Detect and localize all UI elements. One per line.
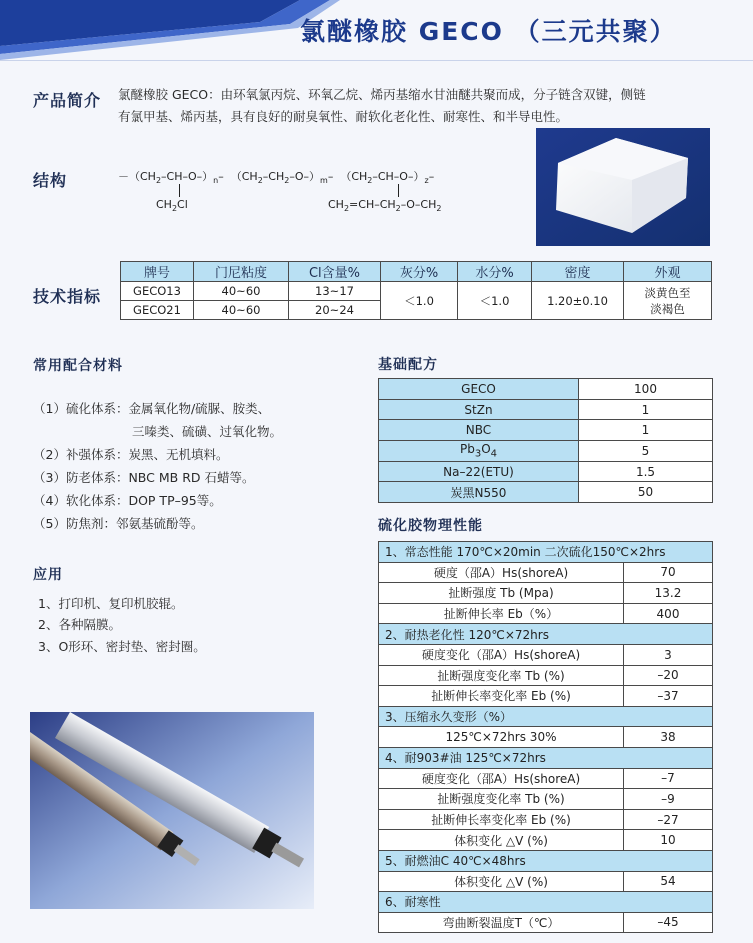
spec-col-appearance: 外观 xyxy=(624,262,712,282)
base-value: 1.5 xyxy=(579,461,713,482)
spec-cl: 13~17 xyxy=(289,282,381,301)
materials-label: 常用配合材料 xyxy=(33,358,123,374)
branch-bond-1 xyxy=(179,184,180,197)
prop-value: –27 xyxy=(624,809,713,830)
prop-value: 70 xyxy=(624,562,713,583)
prop-name: 体积变化 △V (%) xyxy=(379,871,624,892)
spec-col-mooney: 门尼粘度 xyxy=(194,262,289,282)
prop-name: 扯断强度变化率 Tb (%) xyxy=(379,665,624,686)
table-row xyxy=(379,665,713,686)
list-item: （4）软化体系：DOP TP–95等。 xyxy=(33,493,222,508)
list-item: （1）硫化体系：金属氧化物/硫脲、胺类、 xyxy=(33,401,271,416)
section-row xyxy=(379,747,713,768)
base-name: 炭黑N550 xyxy=(379,482,579,503)
roller-photo xyxy=(30,712,314,909)
prop-name: 扯断强度变化率 Tb (%) xyxy=(379,789,624,810)
prop-name: 硬度变化（邵A）Hs(shoreA) xyxy=(379,768,624,789)
prop-name: 硬度（邵A）Hs(shoreA) xyxy=(379,562,624,583)
branch-bond-2 xyxy=(398,184,399,197)
prop-value: 3 xyxy=(624,644,713,665)
section-row xyxy=(379,892,713,913)
intro-line-1: 氯醚橡胶 GECO：由环氧氯丙烷、环氧乙烷、烯丙基缩水甘油醚共聚而成，分子链含双键，侧链 xyxy=(118,87,646,102)
spec-cl: 20~24 xyxy=(289,301,381,320)
spec-col-density: 密度 xyxy=(532,262,624,282)
base-name: Na–22(ETU) xyxy=(379,461,579,482)
base-name: StZn xyxy=(379,399,579,420)
spec-col-water: 水分% xyxy=(458,262,532,282)
prop-value: –45 xyxy=(624,912,713,933)
spec-water: ＜1.0 xyxy=(458,282,532,320)
spec-col-ash: 灰分% xyxy=(381,262,458,282)
spec-appearance xyxy=(624,282,712,320)
table-row xyxy=(379,830,713,851)
list-item: 三嗪类、硫磺、过氧化物。 xyxy=(132,424,283,439)
spec-grade: GECO21 xyxy=(121,301,194,320)
table-row xyxy=(379,809,713,830)
list-item: （5）防焦剂：邻氨基硫酚等。 xyxy=(33,516,204,531)
list-item: （3）防老体系：NBC MB RD 石蜡等。 xyxy=(33,470,255,485)
prop-name: 125℃×72hrs 30% xyxy=(379,727,624,748)
base-value: 100 xyxy=(579,379,713,400)
intro-line-2: 有氯甲基、烯丙基，具有良好的耐臭氧性、耐软化老化性、耐寒性、和半导电性。 xyxy=(118,109,569,124)
spec-table xyxy=(120,261,712,320)
prop-value: 10 xyxy=(624,830,713,851)
table-row xyxy=(379,399,713,420)
structure-branch-1: $CH_2Cl$ xyxy=(156,198,188,214)
prop-value: –9 xyxy=(624,789,713,810)
prop-value: –20 xyxy=(624,665,713,686)
prop-name: 扯断伸长率变化率 Eb (%) xyxy=(379,809,624,830)
spec-appearance-line-2: 淡褐色 xyxy=(650,301,685,316)
list-item: 1、打印机、复印机胶辊。 xyxy=(38,596,184,611)
section-row xyxy=(379,706,713,727)
table-row xyxy=(379,727,713,748)
prop-value: 400 xyxy=(624,603,713,624)
base-value: 1 xyxy=(579,399,713,420)
intro-label: 产品简介 xyxy=(33,91,102,110)
table-row xyxy=(379,562,713,583)
table-row xyxy=(379,871,713,892)
table-row xyxy=(121,282,712,301)
table-row xyxy=(379,461,713,482)
prop-name: 扯断伸长率 Eb（%） xyxy=(379,603,624,624)
table-row xyxy=(379,686,713,707)
section-row xyxy=(379,542,713,563)
table-row xyxy=(379,644,713,665)
section-row xyxy=(379,850,713,871)
table-row xyxy=(379,583,713,604)
spec-mooney: 40~60 xyxy=(194,301,289,320)
base-formula-label: 基础配方 xyxy=(378,357,438,373)
prop-value: 38 xyxy=(624,727,713,748)
table-row xyxy=(379,768,713,789)
spec-appearance-line-1: 淡黄色至 xyxy=(644,285,691,300)
spec-col-cl: Cl含量% xyxy=(289,262,381,282)
base-name: NBC xyxy=(379,420,579,441)
prop-value: –37 xyxy=(624,686,713,707)
base-name: $Pb_3O_4$ xyxy=(379,441,579,462)
spec-ash: ＜1.0 xyxy=(381,282,458,320)
base-value: 1 xyxy=(579,420,713,441)
list-item: （2）补强体系：炭黑、无机填料。 xyxy=(33,447,229,462)
section-header: 3、压缩永久变形（%） xyxy=(379,706,713,727)
prop-name: 弯曲断裂温度T（℃） xyxy=(379,912,624,933)
prop-value: –7 xyxy=(624,768,713,789)
structure-label: 结构 xyxy=(33,171,68,190)
spec-density: 1.20±0.10 xyxy=(532,282,624,320)
spec-header-row xyxy=(121,262,712,282)
specs-label: 技术指标 xyxy=(33,287,102,306)
page-title: 氯醚橡胶 GECO （三元共聚） xyxy=(300,17,677,46)
table-row xyxy=(379,379,713,400)
base-name: GECO xyxy=(379,379,579,400)
prop-name: 硬度变化（邵A）Hs(shoreA) xyxy=(379,644,624,665)
table-row xyxy=(379,912,713,933)
prop-name: 扯断伸长率变化率 Eb (%) xyxy=(379,686,624,707)
table-row xyxy=(379,482,713,503)
application-label: 应用 xyxy=(33,567,63,583)
table-row xyxy=(379,789,713,810)
prop-name: 体积变化 △V (%) xyxy=(379,830,624,851)
table-row xyxy=(379,420,713,441)
prop-value: 54 xyxy=(624,871,713,892)
spec-mooney: 40~60 xyxy=(194,282,289,301)
section-header: 6、耐寒性 xyxy=(379,892,713,913)
section-header: 5、耐燃油C 40℃×48hrs xyxy=(379,850,713,871)
physical-table xyxy=(378,541,713,933)
structure-branch-2: $CH_2=CH-CH_2-O-CH_2$ xyxy=(328,198,442,214)
base-value: 5 xyxy=(579,441,713,462)
section-header: 2、耐热老化性 120℃×72hrs xyxy=(379,624,713,645)
prop-value: 13.2 xyxy=(624,583,713,604)
section-row xyxy=(379,624,713,645)
list-item: 3、O形环、密封垫、密封圈。 xyxy=(38,639,206,654)
spec-col-grade: 牌号 xyxy=(121,262,194,282)
list-item: 2、各种隔膜。 xyxy=(38,617,121,632)
structure-formula-main: $-(CH_2-CH-O-)_n-$ $(CH_2-CH_2-O-)_m-$ $(CH_2-CH-O-)_z-$ xyxy=(118,170,435,186)
section-header: 4、耐903#油 125℃×72hrs xyxy=(379,747,713,768)
spec-grade: GECO13 xyxy=(121,282,194,301)
base-value: 50 xyxy=(579,482,713,503)
table-row xyxy=(379,441,713,462)
table-row xyxy=(379,603,713,624)
base-formula-table xyxy=(378,378,713,503)
physical-label: 硫化胶物理性能 xyxy=(378,518,483,534)
rubber-block-photo xyxy=(536,128,710,246)
section-header: 1、常态性能 170℃×20min 二次硫化150℃×2hrs xyxy=(379,542,713,563)
prop-name: 扯断强度 Tb (Mpa) xyxy=(379,583,624,604)
